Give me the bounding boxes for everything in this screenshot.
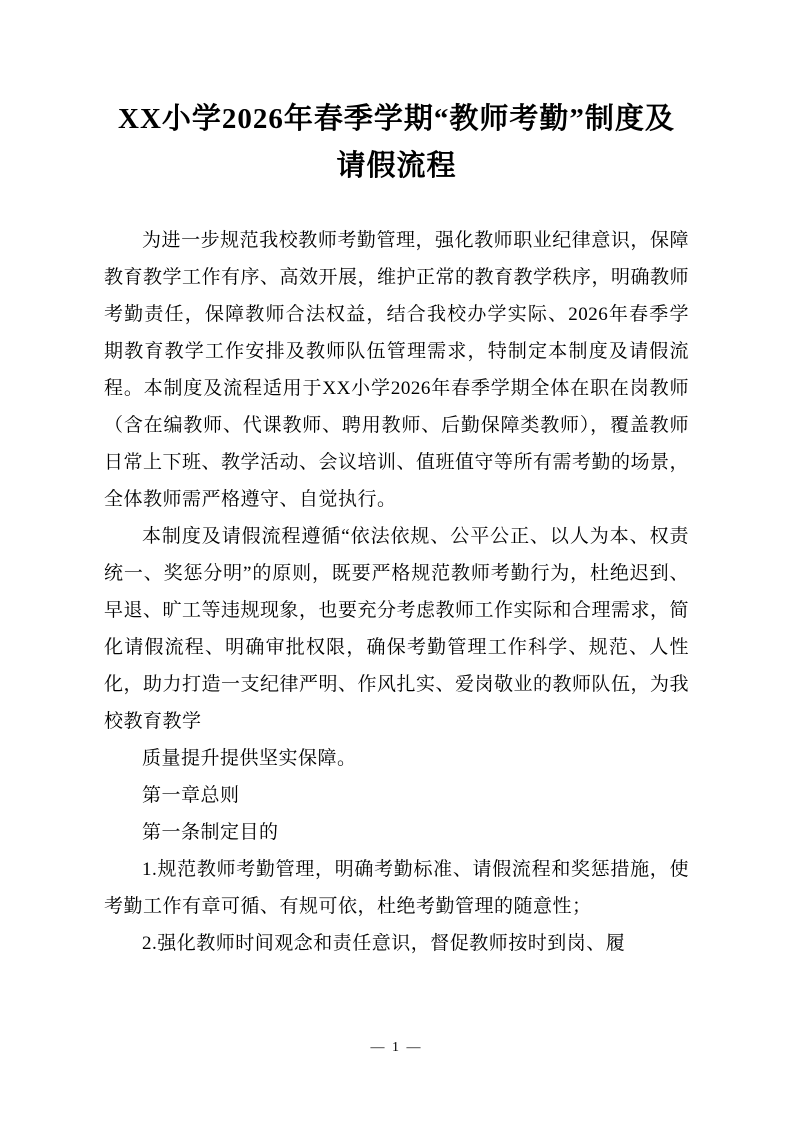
list-item-2: 2.强化教师时间观念和责任意识，督促教师按时到岗、履: [142, 932, 626, 954]
page-number: — 1 —: [370, 1040, 423, 1055]
paragraph-continuation: 质量提升提供坚实保障。: [142, 747, 357, 769]
article-heading: 第一条制定目的: [142, 821, 279, 843]
document-title: XX小学2026年春季学期“教师考勤”制度及请假流程: [118, 103, 675, 182]
list-item-1: 1.规范教师考勤管理，明确考勤标准、请假流程和奖惩措施，使考勤工作有章可循、有规可依，杜绝考勤管理的随意性；: [104, 858, 689, 917]
paragraph-principles: 本制度及请假流程遵循“依法依规、公平公正、以人为本、权责统一、奖惩分明”的原则，既要严格规范教师考勤行为，杜绝迟到、早退、旷工等违规现象，也要充分考虑教师工作实际和合理需求，简化请假流程、明确审批权限，确保考勤管理工作科学、规范、人性化，助力打造一支纪律严明、作风扎实、爱岗敬业的教师队伍，为我校教育教学: [104, 525, 690, 732]
paragraph-intro: 为进一步规范我校教师考勤管理，强化教师职业纪律意识，保障教育教学工作有序、高效开展，维护正常的教育教学秩序，明确教师考勤责任，保障教师合法权益，结合我校办学实际、2026年春季学期教育教学工作安排及教师队伍管理需求，特制定本制度及请假流程。本制度及流程适用于XX小学2026年春季学期全体在职在岗教师（含在编教师、代课教师、聘用教师、后勤保障类教师），覆盖教师日常上下班、教学活动、会议培训、值班值守等所有需考勤的场景，全体教师需严格遵守、自觉执行。: [104, 229, 690, 510]
chapter-heading: 第一章总则: [142, 784, 240, 806]
document-body: [104, 222, 689, 962]
